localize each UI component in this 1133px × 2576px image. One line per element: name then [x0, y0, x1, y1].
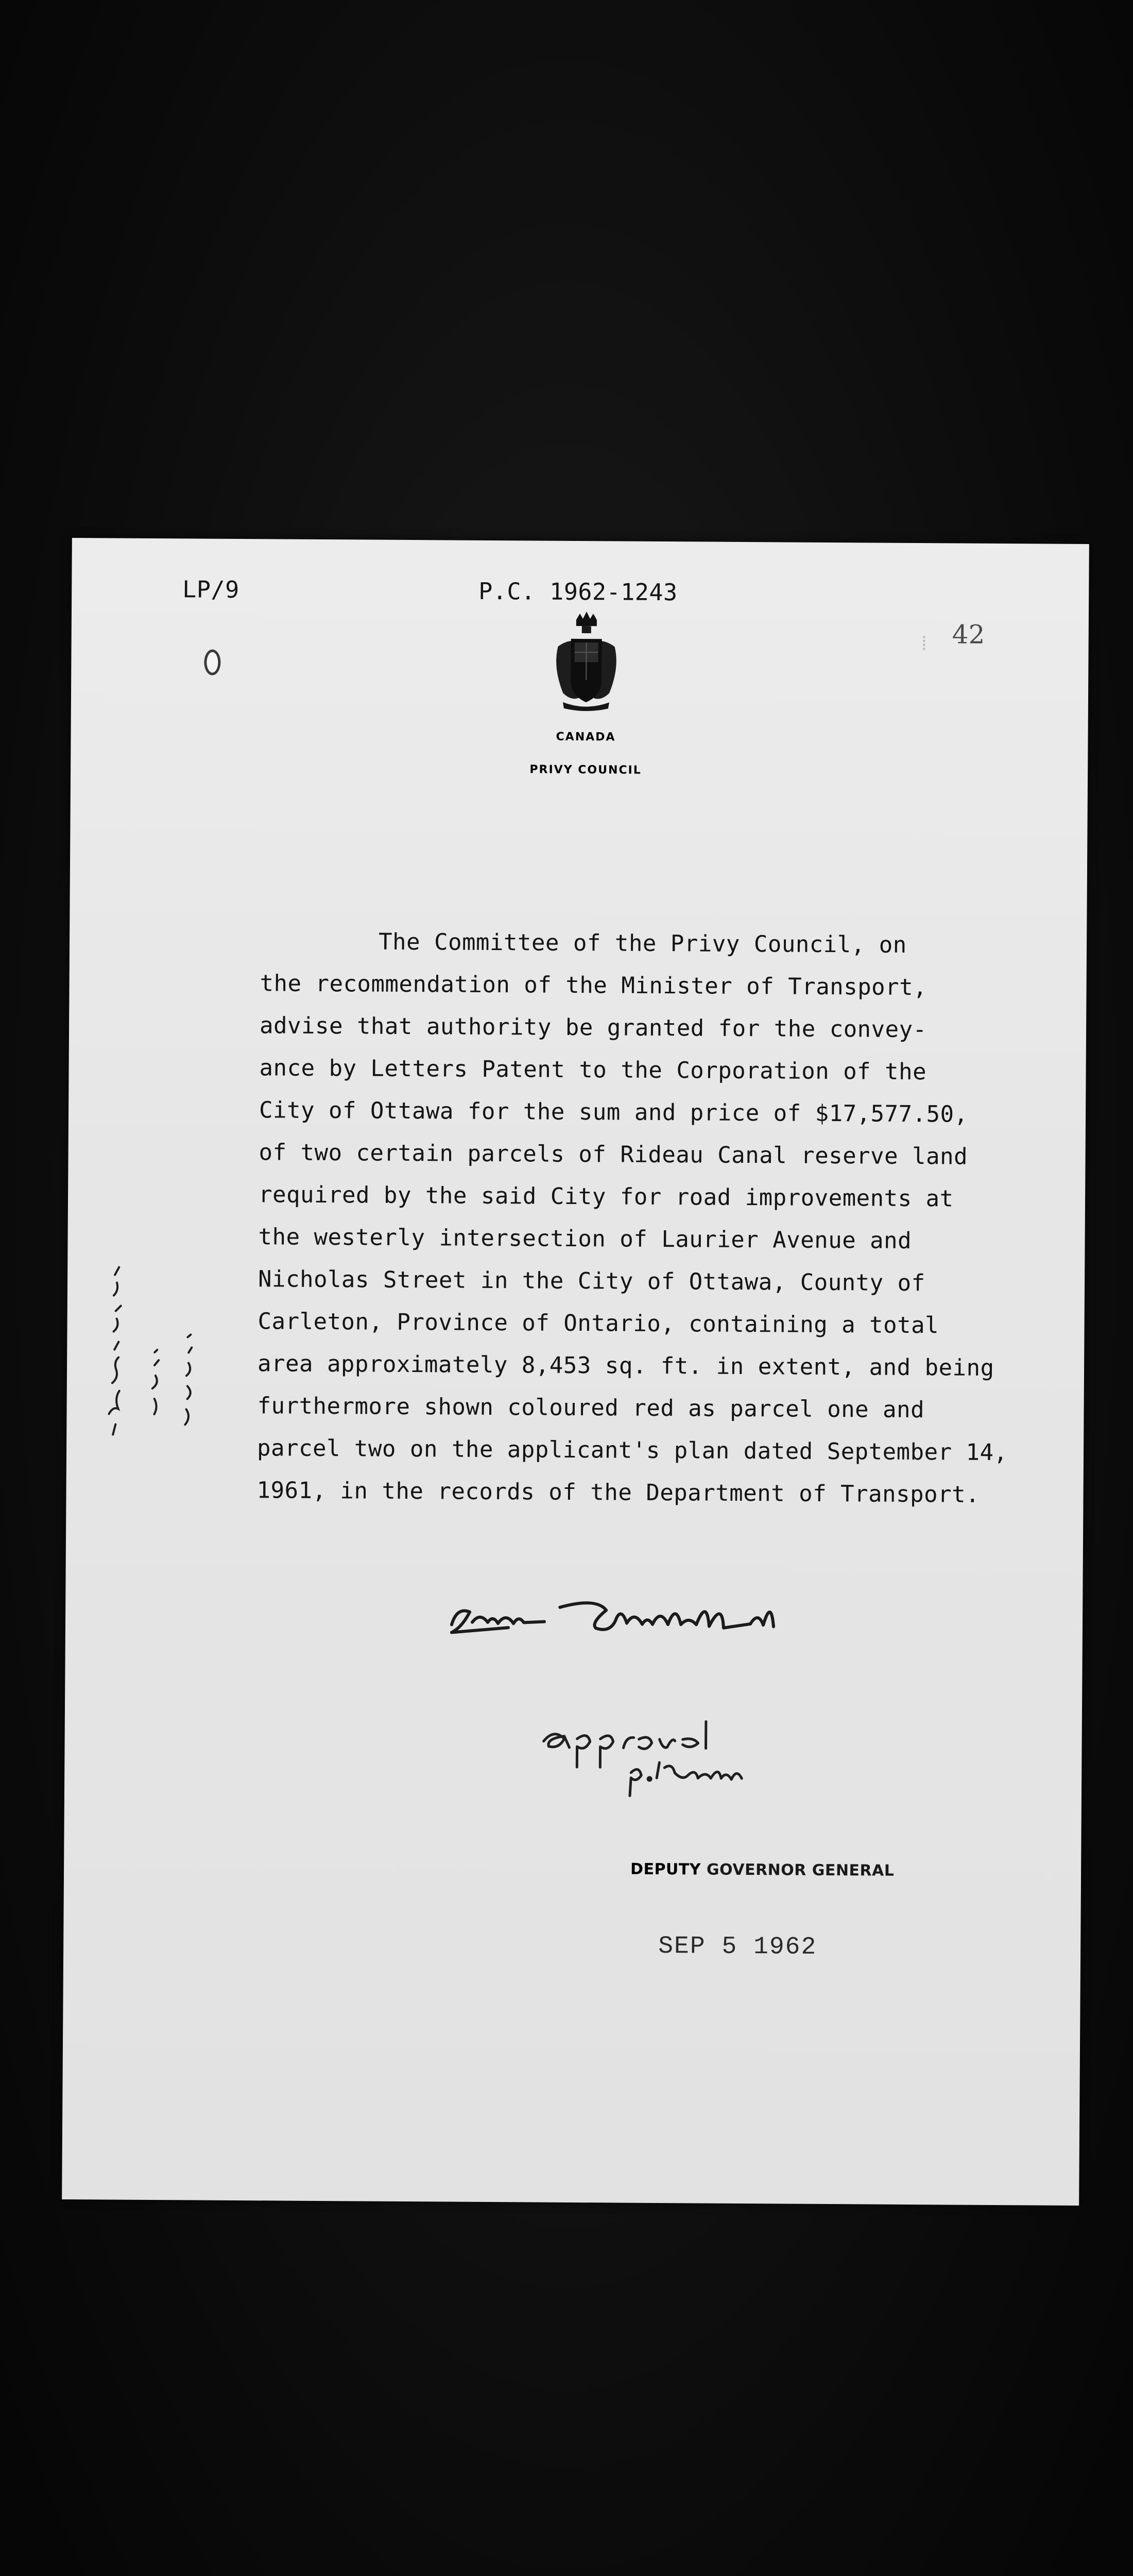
approval-signature — [528, 1710, 837, 1815]
letterhead-country: CANADA — [556, 730, 616, 744]
paragraph-line: The Committee of the Privy Council, on — [378, 928, 907, 958]
punch-hole-icon — [204, 650, 220, 675]
order-paragraph — [256, 920, 1007, 1516]
file-code: LP/9 — [182, 575, 239, 603]
page-number: 42 — [952, 619, 985, 650]
coat-of-arms-icon — [547, 611, 625, 714]
paragraph-line: the recommendation of the Minister of Transport, — [260, 970, 928, 1001]
letterhead-body: PRIVY COUNCIL — [529, 763, 642, 777]
signatory-title — [630, 1860, 895, 1880]
paragraph-line: Nicholas Street in the City of Ottawa, County of — [258, 1266, 925, 1297]
faint-mark: ⁞ — [921, 631, 927, 655]
paragraph-line: of two certain parcels of Rideau Canal reserve land — [259, 1139, 968, 1170]
margin-note-handwriting — [77, 1259, 232, 1446]
signatory-title-prefix: DEPUTY — [630, 1860, 701, 1879]
signatory-title-rest: GOVERNOR GENERAL — [700, 1860, 895, 1880]
paragraph-line: ance by Letters Patent to the Corporation of the — [259, 1055, 927, 1086]
date-stamp: SEP 5 1962 — [658, 1933, 817, 1961]
paragraph-line: advise that authority be granted for the convey- — [259, 1012, 927, 1043]
paragraph-line: City of Ottawa for the sum and price of $17,577.50, — [259, 1097, 968, 1128]
paragraph-line: furthermore shown coloured red as parcel one and — [257, 1393, 925, 1423]
paragraph-line: 1961, in the records of the Department of Transport. — [256, 1477, 980, 1508]
paragraph-line: required by the said City for road improvements at — [258, 1181, 954, 1212]
order-number: P.C. 1962-1243 — [478, 577, 678, 606]
document-page — [62, 538, 1089, 2206]
paragraph-line: parcel two on the applicant's plan dated September 14, — [256, 1435, 1008, 1466]
paragraph-line: Carleton, Province of Ontario, containing a total — [258, 1308, 939, 1339]
paragraph-line: the westerly intersection of Laurier Avenue and — [258, 1224, 912, 1254]
paragraph-line: area approximately 8,453 sq. ft. in extent, and being — [257, 1350, 994, 1381]
clerk-signature — [441, 1586, 864, 1645]
